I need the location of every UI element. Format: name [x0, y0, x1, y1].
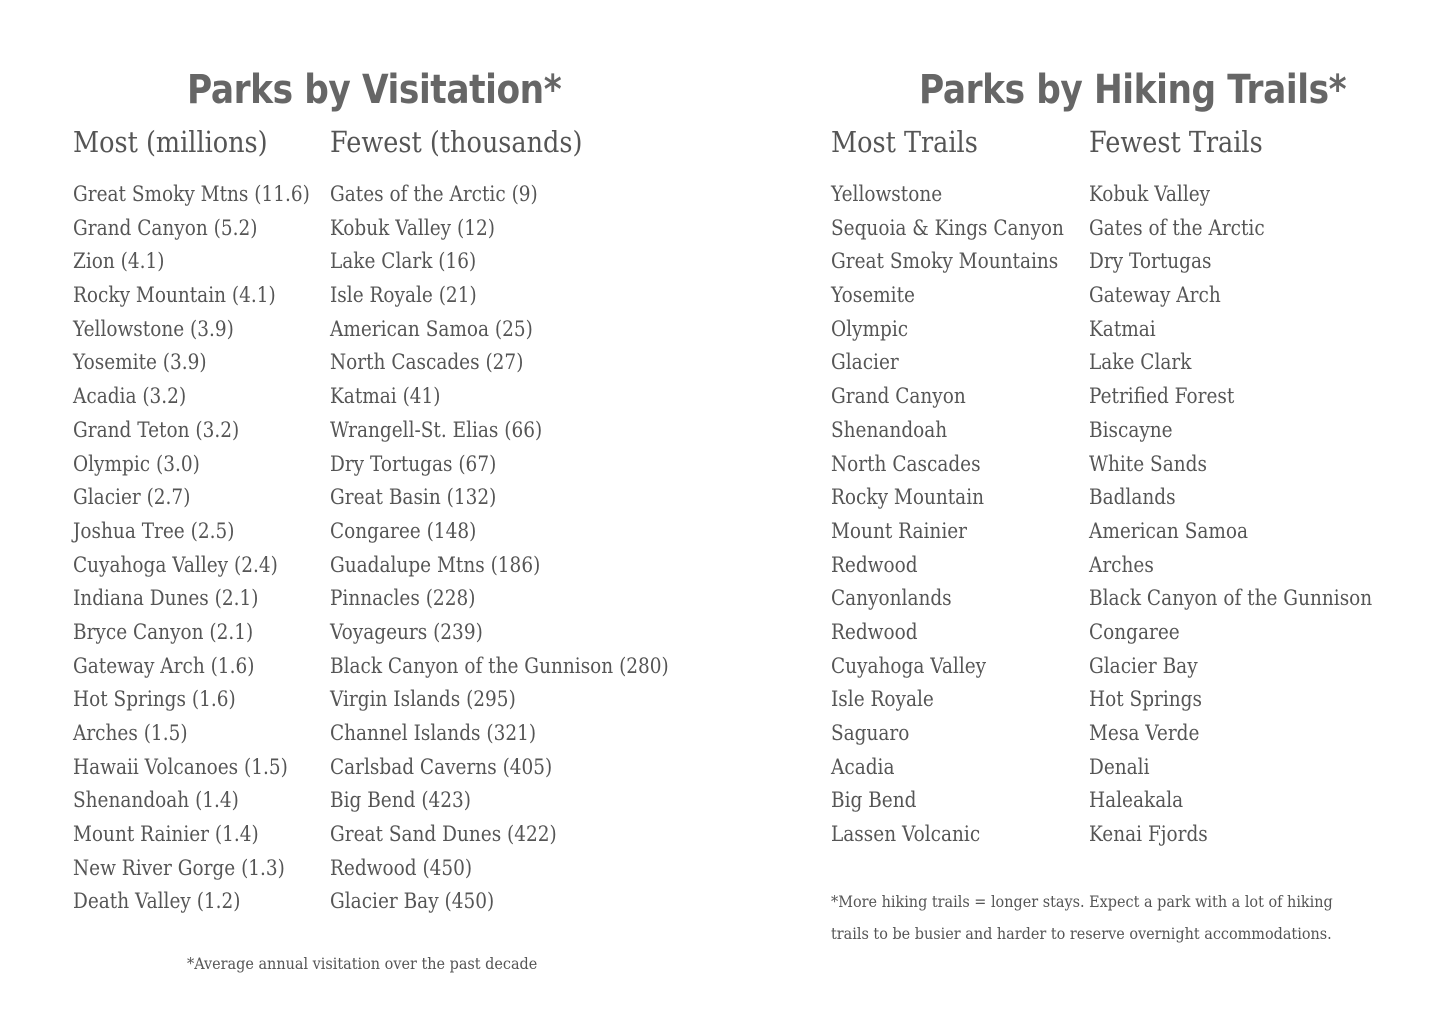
- fewest-visited-item: Isle Royale (21): [330, 283, 477, 308]
- most-trails-item: Great Smoky Mountains: [831, 249, 1059, 274]
- most-visited-item: Zion (4.1): [73, 249, 165, 274]
- fewest-visited-item: Channel Islands (321): [330, 721, 537, 745]
- fewest-visited-item: Glacier Bay (450): [330, 889, 495, 914]
- fewest-trails-column: [1089, 122, 1411, 852]
- hiking-trails-footnote: *More hiking trails = longer stays. Expect a park with a lot of hiking trails to be busier and harder to reserve overnight accommodations.: [831, 892, 1333, 943]
- fewest-visited-item: Lake Clark (16): [330, 249, 477, 274]
- hiking-trails-page: [722, 0, 1445, 1012]
- most-visited-item: Rocky Mountain (4.1): [73, 283, 276, 308]
- most-visited-item: Cuyahoga Valley (2.4): [73, 552, 278, 577]
- fewest-trails-item: Hot Springs: [1089, 687, 1202, 712]
- fewest-visited-item: Guadalupe Mtns (186): [330, 552, 541, 577]
- visitation-title: Parks by Visitation*: [187, 67, 562, 113]
- most-visited-item: Yellowstone (3.9): [73, 316, 234, 341]
- most-visited-item: Grand Canyon (5.2): [73, 215, 258, 240]
- most-trails-item: Rocky Mountain: [831, 485, 985, 510]
- fewest-visited-item: Pinnacles (228): [330, 586, 476, 611]
- fewest-trails-item: Black Canyon of the Gunnison: [1089, 586, 1373, 611]
- most-visited-item: Mount Rainier (1.4): [73, 822, 259, 847]
- most-trails-item: Olympic: [831, 316, 909, 341]
- fewest-trails-item: Mesa Verde: [1089, 721, 1200, 745]
- fewest-visited-item: Gates of the Arctic (9): [330, 182, 538, 206]
- fewest-trails-item: Kobuk Valley: [1089, 182, 1211, 206]
- most-trails-item: Big Bend: [831, 788, 917, 813]
- fewest-visited-item: Redwood (450): [330, 855, 473, 880]
- most-trails-item: Isle Royale: [831, 687, 934, 712]
- fewest-visited-item: Wrangell-St. Elias (66): [330, 417, 543, 442]
- most-trails-item: Redwood: [831, 619, 918, 644]
- most-trails-item: Lassen Volcanic: [831, 822, 981, 847]
- fewest-visited-column: [330, 122, 715, 919]
- most-trails-item: Yellowstone: [831, 182, 943, 206]
- most-trails-item: Saguaro: [831, 721, 910, 745]
- most-visited-item: New River Gorge (1.3): [73, 855, 285, 880]
- most-trails-column: [831, 122, 1096, 852]
- fewest-visited-item: Big Bend (423): [330, 788, 472, 813]
- fewest-visited-item: Carlsbad Caverns (405): [330, 754, 553, 779]
- fewest-trails-item: Arches: [1089, 552, 1154, 577]
- visitation-footnote: *Average annual visitation over the past decade: [187, 954, 538, 973]
- fewest-trails-item: Dry Tortugas: [1089, 249, 1212, 274]
- most-visited-item: Acadia (3.2): [73, 384, 187, 409]
- fewest-trails-item: Glacier Bay: [1089, 653, 1198, 678]
- most-trails-item: Redwood: [831, 552, 918, 577]
- most-visited-item: Arches (1.5): [73, 721, 188, 745]
- most-visited-item: Hawaii Volcanoes (1.5): [73, 754, 288, 779]
- most-visited-item: Glacier (2.7): [73, 485, 191, 510]
- fewest-trails-item: Katmai: [1089, 316, 1156, 341]
- fewest-trails-item: Badlands: [1089, 485, 1176, 510]
- most-trails-item: Yosemite: [831, 283, 915, 308]
- most-trails-item: Mount Rainier: [831, 518, 968, 543]
- most-trails-header: Most Trails: [831, 125, 978, 159]
- most-visited-item: Gateway Arch (1.6): [73, 653, 255, 678]
- most-visited-column: [73, 122, 342, 919]
- most-visited-item: Shenandoah (1.4): [73, 788, 239, 813]
- fewest-trails-item: Petrified Forest: [1089, 384, 1235, 409]
- fewest-trails-item: Denali: [1089, 754, 1150, 779]
- most-visited-item: Bryce Canyon (2.1): [73, 619, 254, 644]
- fewest-visited-item: Great Basin (132): [330, 485, 497, 510]
- most-visited-item: Hot Springs (1.6): [73, 687, 236, 712]
- fewest-trails-item: Gates of the Arctic: [1089, 215, 1265, 240]
- most-visited-item: Death Valley (1.2): [73, 889, 241, 914]
- fewest-visited-item: Dry Tortugas (67): [330, 451, 497, 476]
- hiking-trails-title: Parks by Hiking Trails*: [919, 67, 1347, 113]
- most-trails-item: Glacier: [831, 350, 899, 375]
- most-visited-item: Yosemite (3.9): [73, 350, 207, 375]
- most-visited-item: Grand Teton (3.2): [73, 417, 240, 442]
- fewest-trails-item: Biscayne: [1089, 417, 1173, 442]
- fewest-visited-item: North Cascades (27): [330, 350, 524, 375]
- visitation-page: [0, 0, 722, 1012]
- most-visited-header: Most (millions): [73, 125, 268, 159]
- fewest-trails-item: White Sands: [1089, 451, 1207, 476]
- most-trails-item: Canyonlands: [831, 586, 952, 611]
- fewest-visited-item: Kobuk Valley (12): [330, 215, 495, 240]
- fewest-visited-item: American Samoa (25): [330, 316, 533, 341]
- fewest-trails-header: Fewest Trails: [1089, 125, 1263, 159]
- most-visited-item: Olympic (3.0): [73, 451, 200, 476]
- most-visited-item: Great Smoky Mtns (11.6): [73, 182, 310, 206]
- fewest-trails-item: American Samoa: [1089, 518, 1249, 543]
- most-trails-list: [831, 178, 1096, 852]
- most-trails-item: Shenandoah: [831, 417, 948, 442]
- most-visited-item: Joshua Tree (2.5): [73, 518, 235, 543]
- fewest-trails-item: Kenai Fjords: [1089, 822, 1208, 847]
- most-trails-item: Sequoia & Kings Canyon: [831, 215, 1064, 240]
- fewest-trails-item: Haleakala: [1089, 788, 1184, 813]
- fewest-visited-item: Congaree (148): [330, 518, 477, 543]
- fewest-visited-item: Katmai (41): [330, 384, 441, 409]
- fewest-visited-item: Great Sand Dunes (422): [330, 822, 557, 847]
- most-trails-item: Grand Canyon: [831, 384, 966, 409]
- fewest-trails-item: Lake Clark: [1089, 350, 1192, 375]
- fewest-visited-header: Fewest (thousands): [330, 125, 583, 159]
- fewest-trails-list: [1089, 178, 1411, 852]
- fewest-visited-item: Virgin Islands (295): [330, 687, 516, 712]
- fewest-visited-list: [330, 178, 715, 919]
- fewest-visited-item: Voyageurs (239): [330, 619, 483, 644]
- most-trails-item: Cuyahoga Valley: [831, 653, 987, 678]
- most-trails-item: Acadia: [831, 754, 895, 779]
- most-visited-list: [73, 178, 342, 919]
- fewest-visited-item: Black Canyon of the Gunnison (280): [330, 653, 669, 678]
- fewest-trails-item: Gateway Arch: [1089, 283, 1221, 308]
- fewest-trails-item: Congaree: [1089, 619, 1180, 644]
- most-visited-item: Indiana Dunes (2.1): [73, 586, 259, 611]
- most-trails-item: North Cascades: [831, 451, 981, 476]
